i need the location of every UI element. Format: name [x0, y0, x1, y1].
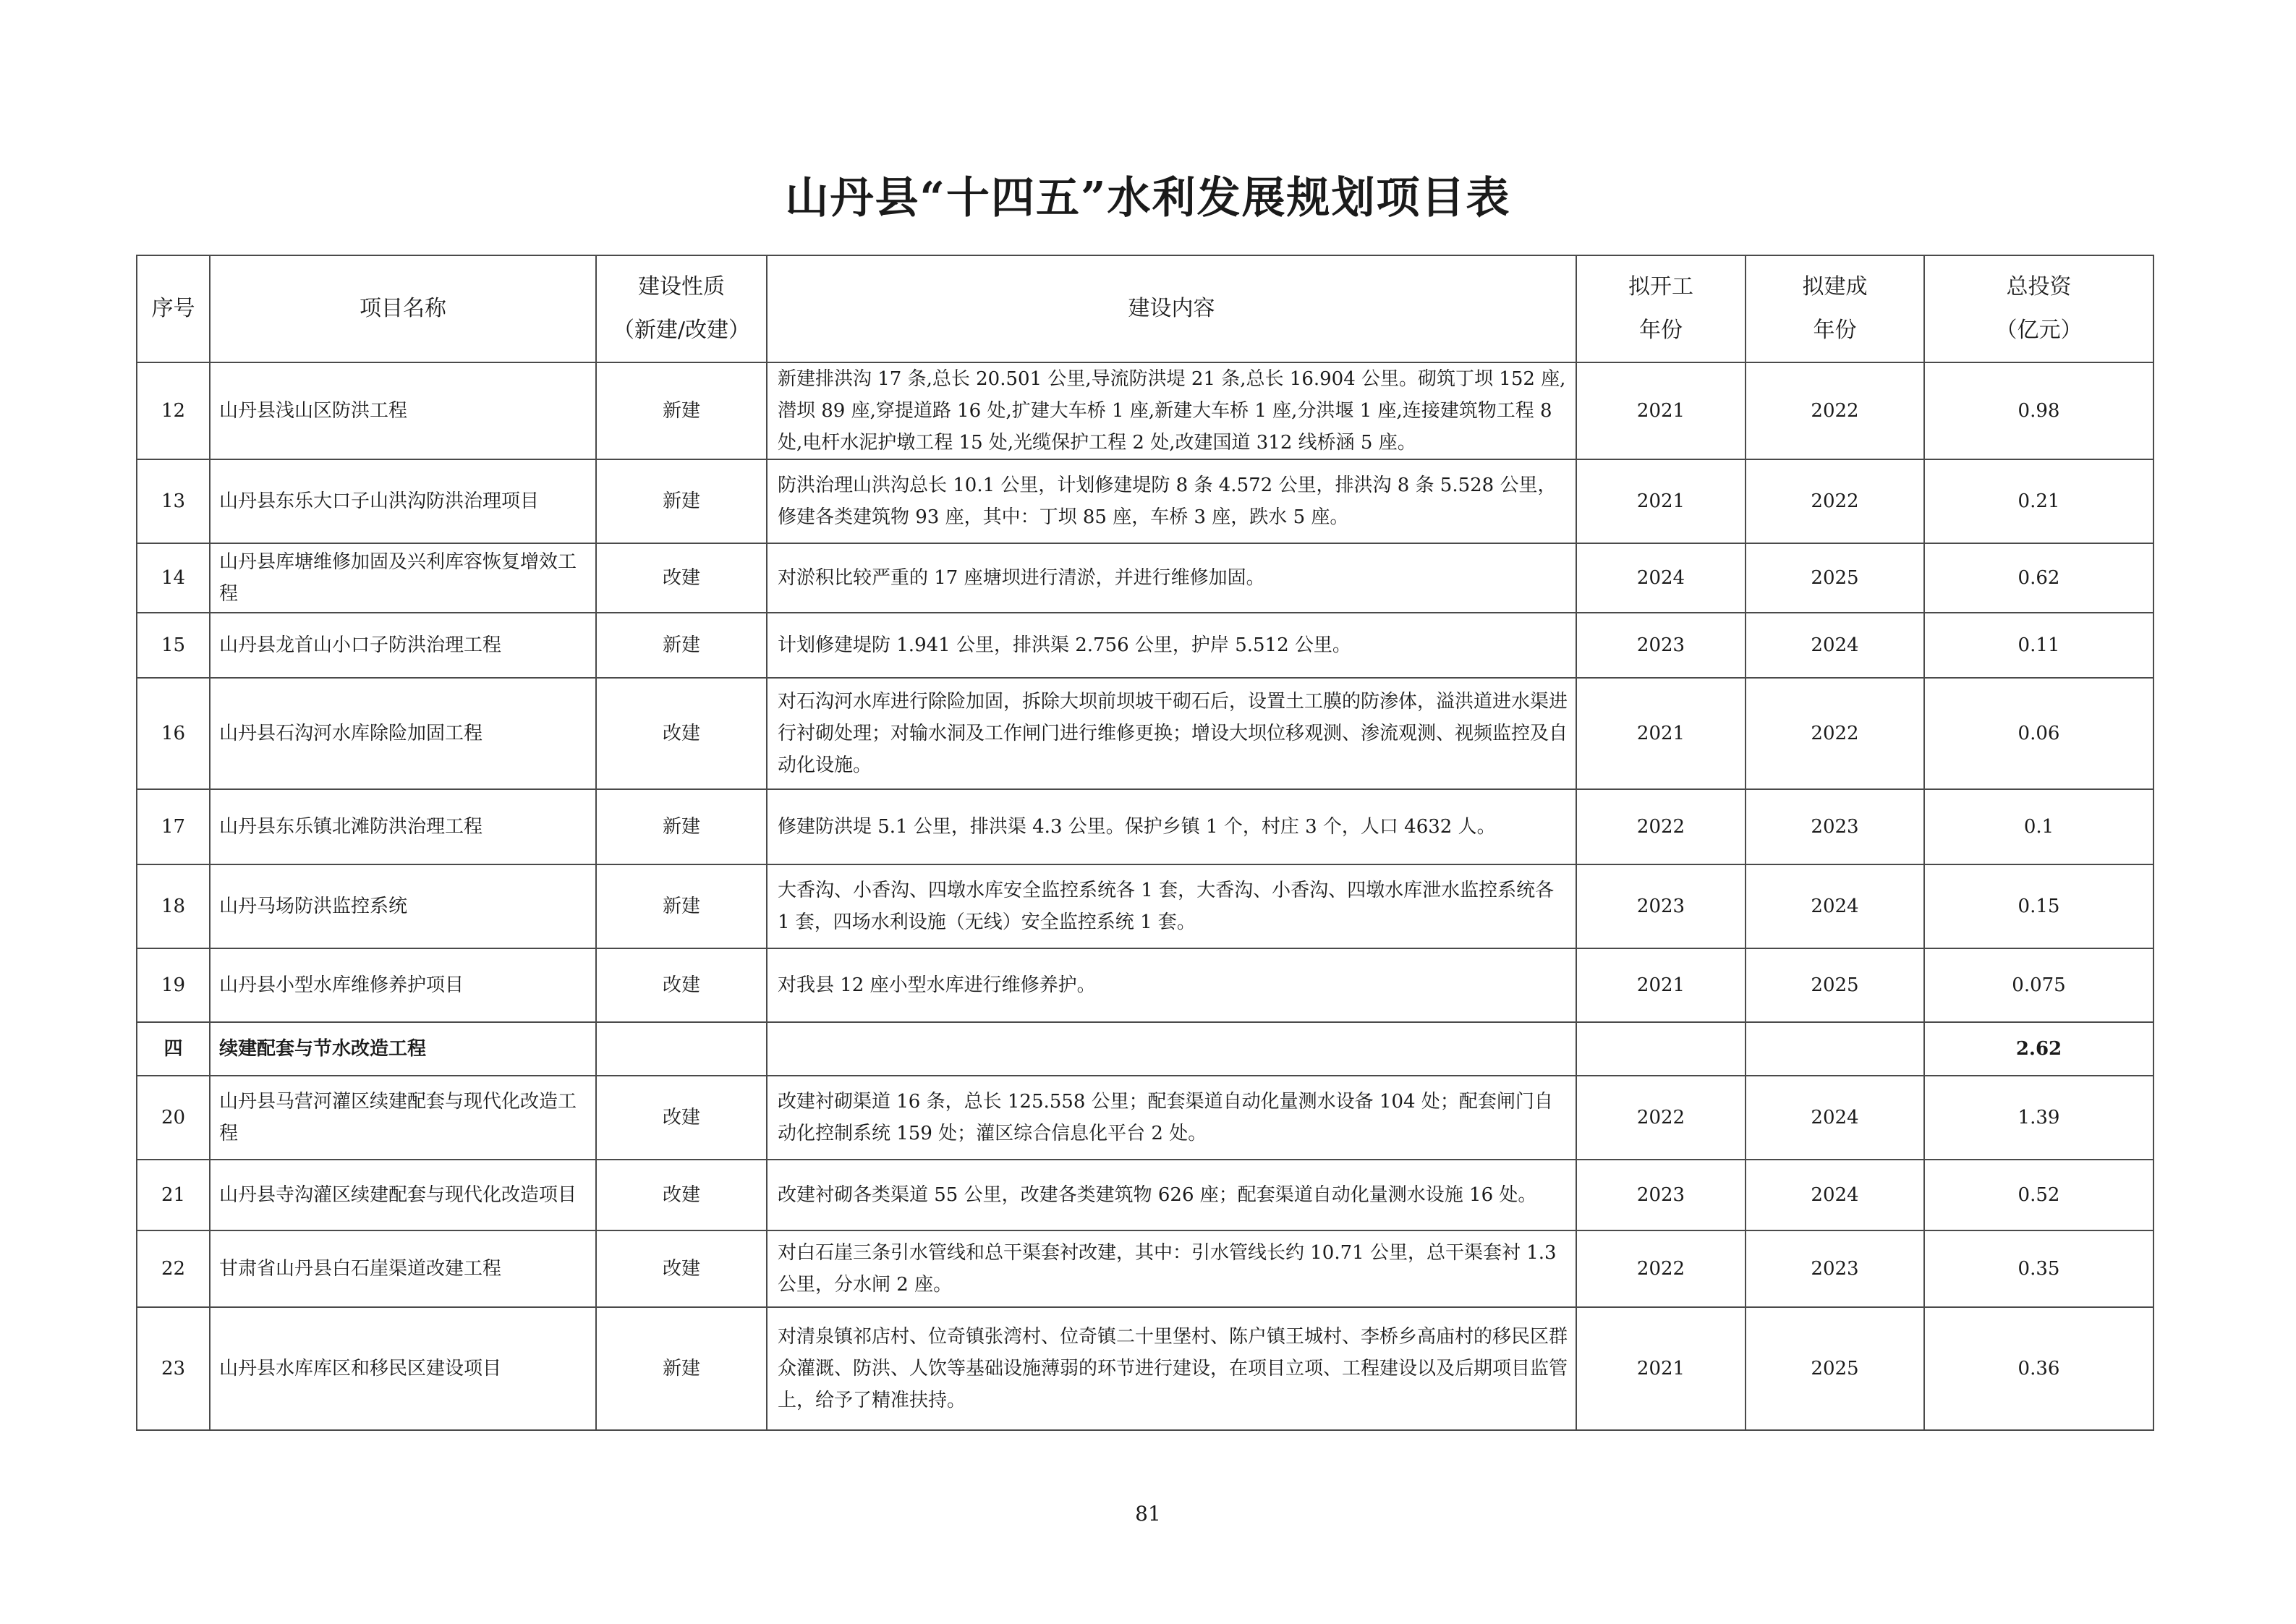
row-end: 2022	[1746, 678, 1924, 789]
header-investment-line2: （亿元）	[1995, 318, 2083, 343]
row-start: 2022	[1576, 1230, 1746, 1307]
row-investment: 0.075	[1924, 948, 2153, 1022]
row-no: 20	[137, 1076, 210, 1160]
row-content: 对淤积比较严重的 17 座塘坝进行清淤，并进行维修加固。	[767, 543, 1576, 613]
row-end: 2024	[1746, 864, 1924, 948]
section-row	[137, 1022, 2153, 1076]
row-start: 2023	[1576, 1160, 1746, 1230]
row-no: 21	[137, 1160, 210, 1230]
header-investment-line1: 总投资	[2006, 274, 2072, 299]
table-row	[137, 789, 2153, 864]
row-end: 2024	[1746, 613, 1924, 678]
project-table	[136, 255, 2154, 1431]
header-nature-line2: （新建/改建）	[612, 318, 751, 343]
row-content: 计划修建堤防 1.941 公里，排洪渠 2.756 公里，护岸 5.512 公里。	[767, 613, 1576, 678]
header-investment	[1924, 255, 2153, 362]
section-empty-cell	[767, 1022, 1576, 1076]
row-name: 山丹县龙首山小口子防洪治理工程	[210, 613, 596, 678]
row-no: 23	[137, 1307, 210, 1430]
row-nature: 新建	[596, 613, 767, 678]
row-no: 22	[137, 1230, 210, 1307]
row-no: 18	[137, 864, 210, 948]
row-start: 2021	[1576, 1307, 1746, 1430]
section-empty-cell	[1746, 1022, 1924, 1076]
row-no: 17	[137, 789, 210, 864]
page-title: 山丹县“十四五”水利发展规划项目表	[785, 173, 1511, 224]
header-end-line2: 年份	[1813, 318, 1857, 343]
row-end: 2024	[1746, 1076, 1924, 1160]
row-name: 山丹县小型水库维修养护项目	[210, 948, 596, 1022]
row-investment: 0.21	[1924, 459, 2153, 543]
row-start: 2023	[1576, 613, 1746, 678]
row-investment: 0.52	[1924, 1160, 2153, 1230]
header-start-line1: 拟开工	[1628, 274, 1693, 299]
row-investment: 0.1	[1924, 789, 2153, 864]
row-nature: 改建	[596, 948, 767, 1022]
header-end	[1746, 255, 1924, 362]
row-content: 对白石崖三条引水管线和总干渠套衬改建，其中：引水管线长约 10.71 公里，总干渠套衬 1.3 公里，分水闸 2 座。	[767, 1230, 1576, 1307]
row-end: 2023	[1746, 789, 1924, 864]
header-nature	[596, 255, 767, 362]
table-row	[137, 1160, 2153, 1230]
row-investment: 0.62	[1924, 543, 2153, 613]
row-start: 2023	[1576, 864, 1746, 948]
row-no: 15	[137, 613, 210, 678]
row-start: 2021	[1576, 678, 1746, 789]
row-nature: 新建	[596, 459, 767, 543]
row-name: 山丹县东乐镇北滩防洪治理工程	[210, 789, 596, 864]
row-name: 山丹县石沟河水库除险加固工程	[210, 678, 596, 789]
row-end: 2025	[1746, 948, 1924, 1022]
header-start-line2: 年份	[1639, 318, 1683, 343]
table-row	[137, 678, 2153, 789]
row-content: 改建衬砌各类渠道 55 公里，改建各类建筑物 626 座；配套渠道自动化量测水设施 16 处。	[767, 1160, 1576, 1230]
table-row	[137, 543, 2153, 613]
row-start: 2024	[1576, 543, 1746, 613]
row-nature: 改建	[596, 543, 767, 613]
row-name: 山丹县浅山区防洪工程	[210, 362, 596, 459]
table-row	[137, 1307, 2153, 1430]
row-content: 修建防洪堤 5.1 公里，排洪渠 4.3 公里。保护乡镇 1 个，村庄 3 个，人口 4632 人。	[767, 789, 1576, 864]
row-name: 山丹县库塘维修加固及兴利库容恢复增效工程	[210, 543, 596, 613]
row-investment: 0.36	[1924, 1307, 2153, 1430]
row-content: 防洪治理山洪沟总长 10.1 公里，计划修建堤防 8 条 4.572 公里，排洪沟 8 条 5.528 公里，修建各类建筑物 93 座，其中：丁坝 85 座，车桥 3 座，跌水 5 座。	[767, 459, 1576, 543]
table-row	[137, 362, 2153, 459]
row-content: 对石沟河水库进行除险加固，拆除大坝前坝坡干砌石后，设置土工膜的防渗体，溢洪道进水渠进行衬砌处理；对输水洞及工作闸门进行维修更换；增设大坝位移观测、渗流观测、视频监控及自动化设施。	[767, 678, 1576, 789]
header-end-line1: 拟建成	[1802, 274, 1868, 299]
header-name: 项目名称	[210, 255, 596, 362]
row-name: 甘肃省山丹县白石崖渠道改建工程	[210, 1230, 596, 1307]
header-row	[137, 255, 2153, 362]
row-nature: 改建	[596, 1160, 767, 1230]
row-start: 2022	[1576, 789, 1746, 864]
row-end: 2023	[1746, 1230, 1924, 1307]
row-end: 2022	[1746, 459, 1924, 543]
row-end: 2022	[1746, 362, 1924, 459]
section-name: 续建配套与节水改造工程	[210, 1022, 596, 1076]
section-investment: 2.62	[1924, 1022, 2153, 1076]
row-investment: 0.15	[1924, 864, 2153, 948]
table-row	[137, 1230, 2153, 1307]
row-no: 12	[137, 362, 210, 459]
row-name: 山丹县马营河灌区续建配套与现代化改造工程	[210, 1076, 596, 1160]
row-content: 改建衬砌渠道 16 条，总长 125.558 公里；配套渠道自动化量测水设备 104 处；配套闸门自动化控制系统 159 处；灌区综合信息化平台 2 处。	[767, 1076, 1576, 1160]
row-start: 2021	[1576, 948, 1746, 1022]
row-name: 山丹县水库库区和移民区建设项目	[210, 1307, 596, 1430]
row-no: 14	[137, 543, 210, 613]
row-content: 对我县 12 座小型水库进行维修养护。	[767, 948, 1576, 1022]
row-no: 13	[137, 459, 210, 543]
section-empty-cell	[1576, 1022, 1746, 1076]
row-investment: 0.06	[1924, 678, 2153, 789]
section-no: 四	[137, 1022, 210, 1076]
row-nature: 改建	[596, 1076, 767, 1160]
row-start: 2021	[1576, 362, 1746, 459]
header-content: 建设内容	[767, 255, 1576, 362]
table-row	[137, 864, 2153, 948]
page-number: 81	[1135, 1502, 1161, 1526]
row-content: 对清泉镇祁店村、位奇镇张湾村、位奇镇二十里堡村、陈户镇王城村、李桥乡高庙村的移民区群众灌溉、防洪、人饮等基础设施薄弱的环节进行建设，在项目立项、工程建设以及后期项目监管上，给予了精准扶持。	[767, 1307, 1576, 1430]
header-start	[1576, 255, 1746, 362]
row-no: 19	[137, 948, 210, 1022]
row-content: 大香沟、小香沟、四墩水库安全监控系统各 1 套，大香沟、小香沟、四墩水库泄水监控系统各 1 套，四场水利设施（无线）安全监控系统 1 套。	[767, 864, 1576, 948]
row-end: 2024	[1746, 1160, 1924, 1230]
header-nature-line1: 建设性质	[638, 274, 725, 299]
row-name: 山丹县东乐大口子山洪沟防洪治理项目	[210, 459, 596, 543]
header-no: 序号	[137, 255, 210, 362]
row-end: 2025	[1746, 1307, 1924, 1430]
row-start: 2021	[1576, 459, 1746, 543]
row-investment: 1.39	[1924, 1076, 2153, 1160]
table-row	[137, 613, 2153, 678]
row-content: 新建排洪沟 17 条,总长 20.501 公里,导流防洪堤 21 条,总长 16.904 公里。砌筑丁坝 152 座,潜坝 89 座,穿提道路 16 处,扩建大车桥 1 座,新建大车桥 1 座,分洪堰 1 座,连接建筑物工程 8 处,电杆水泥护墩工程 15 处,光缆保护工程 2 处,改建国道 312 线桥涵 5 座。	[767, 362, 1576, 459]
row-investment: 0.35	[1924, 1230, 2153, 1307]
row-nature: 改建	[596, 1230, 767, 1307]
row-name: 山丹马场防洪监控系统	[210, 864, 596, 948]
row-nature: 新建	[596, 1307, 767, 1430]
table-row	[137, 948, 2153, 1022]
section-empty-cell	[596, 1022, 767, 1076]
table-row	[137, 1076, 2153, 1160]
row-nature: 新建	[596, 789, 767, 864]
row-investment: 0.11	[1924, 613, 2153, 678]
row-nature: 改建	[596, 678, 767, 789]
row-end: 2025	[1746, 543, 1924, 613]
row-nature: 新建	[596, 864, 767, 948]
table-row	[137, 459, 2153, 543]
row-nature: 新建	[596, 362, 767, 459]
row-investment: 0.98	[1924, 362, 2153, 459]
row-start: 2022	[1576, 1076, 1746, 1160]
row-name: 山丹县寺沟灌区续建配套与现代化改造项目	[210, 1160, 596, 1230]
row-no: 16	[137, 678, 210, 789]
